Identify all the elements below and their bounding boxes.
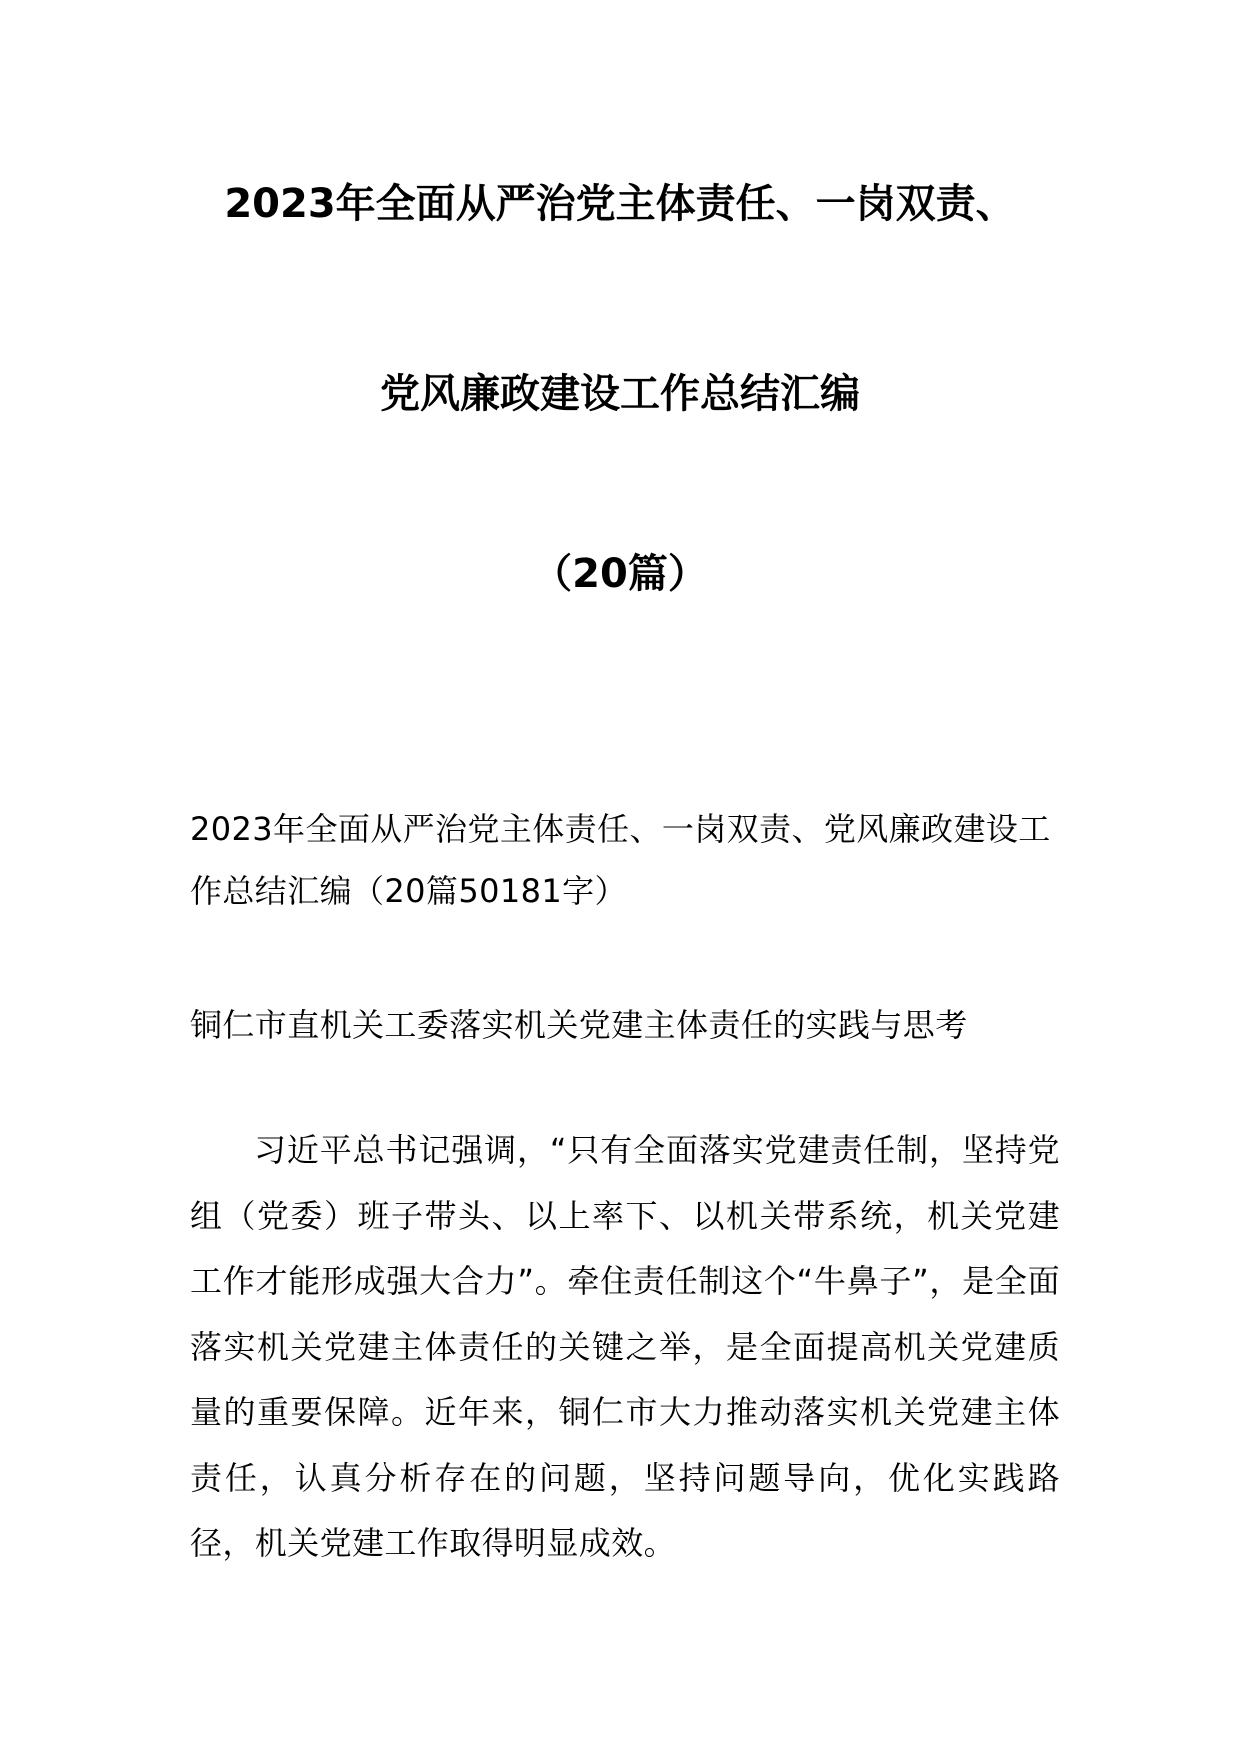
document-title-count: （20篇） (532, 551, 708, 597)
document-title-line-2: 党风廉政建设工作总结汇编 (380, 371, 860, 417)
collection-description: 2023年全面从严治党主体责任、一岗双责、党风廉政建设工作总结汇编（20篇50181字） (190, 810, 1051, 910)
article-paragraph: 习近平总书记强调，“只有全面落实党建责任制，坚持党组（党委）班子带头、以上率下、以机关带系统，机关党建工作才能形成强大合力”。牵住责任制这个“牛鼻子”，是全面落实机关党建主体责任的关键之举，是全面提高机关党建质量的重要保障。近年来，铜仁市大力推动落实机关党建主体责任，认真分析存在的问题，坚持问题导向，优化实践路径，机关党建工作取得明显成效。 (190, 1131, 1060, 1562)
document-title-line-1: 2023年全面从严治党主体责任、一岗双责、 (224, 181, 1016, 227)
article-title: 铜仁市直机关工委落实机关党建主体责任的实践与思考 (190, 1006, 968, 1044)
